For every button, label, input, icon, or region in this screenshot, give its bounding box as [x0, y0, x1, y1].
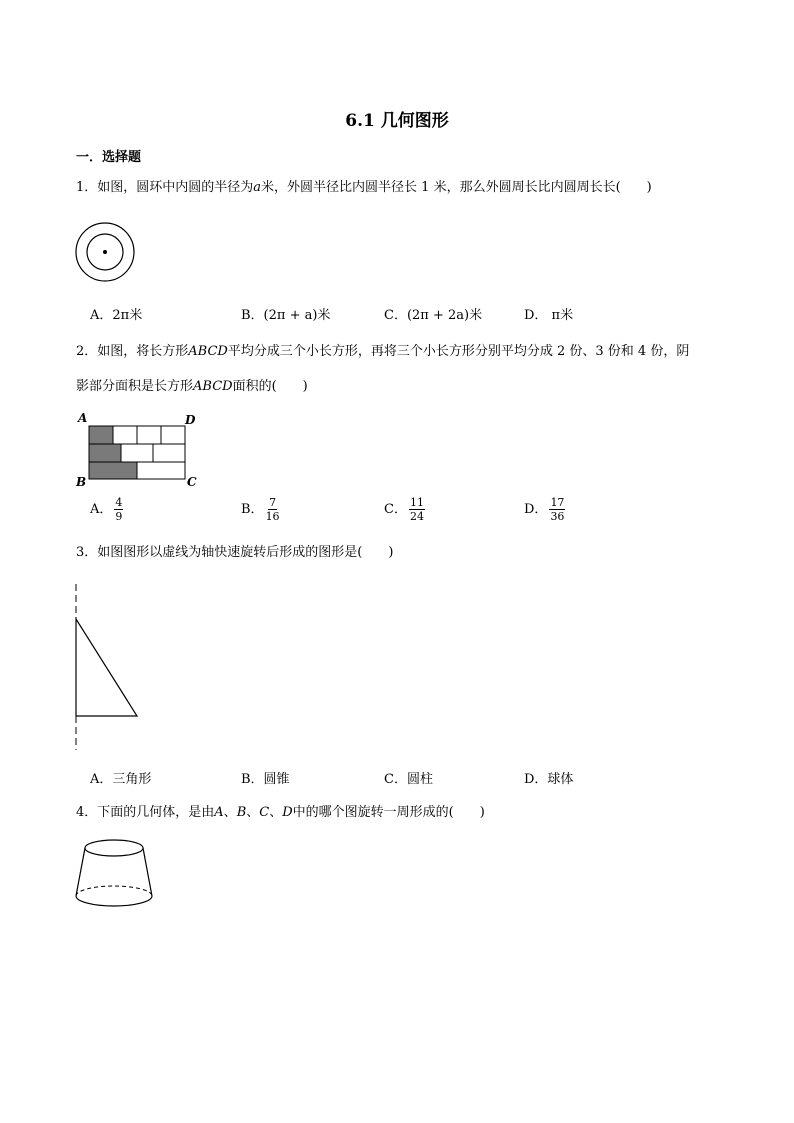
annulus-figure	[72, 219, 142, 289]
frustum-figure	[72, 836, 162, 916]
q2-option-c[interactable]: C． $\frac{11}{24}$	[384, 496, 424, 523]
label-d: D	[185, 413, 196, 427]
question-2-stem-line2: 影部分面积是长方形ABCD面积的( )	[76, 379, 308, 394]
page-title: 6.1 几何图形	[345, 111, 449, 131]
label-a: A	[78, 411, 88, 425]
q2-option-a[interactable]: A． $\frac{4}{9}$	[90, 496, 123, 523]
question-1-stem: 1．如图，圆环中内圆的半径为a米，外圆半径比内圆半径长 1 米，那么外圆周长比内圆周长长( )	[76, 180, 652, 195]
q3-option-a[interactable]: A．三角形	[90, 772, 152, 787]
q1-option-d[interactable]: D． π米	[524, 308, 574, 323]
q2-option-b[interactable]: B． $\frac{7}{16}$	[241, 496, 280, 523]
q1-option-a[interactable]: A．2π米	[90, 308, 143, 323]
q2-option-d[interactable]: D． $\frac{17}{36}$	[524, 496, 565, 523]
label-c: C	[187, 475, 197, 489]
triangle-axis-figure	[70, 584, 150, 754]
q3-option-d[interactable]: D．球体	[524, 772, 574, 787]
question-2-stem-line1: 2．如图，将长方形ABCD平均分成三个小长方形，再将三个小长方形分别平均分成 2 份、3 份和 4 份，阴	[76, 344, 690, 359]
rectangle-figure	[74, 408, 204, 488]
q3-option-c[interactable]: C．圆柱	[384, 772, 433, 787]
q3-option-b[interactable]: B．圆锥	[241, 772, 290, 787]
label-b: B	[76, 475, 87, 489]
q1-option-b[interactable]: B．(2π + a)米	[241, 308, 331, 323]
q1-option-c[interactable]: C．(2π + 2a)米	[384, 308, 483, 323]
section-heading: 一．选择题	[76, 150, 142, 165]
question-3-stem: 3．如图图形以虚线为轴快速旋转后形成的图形是( )	[76, 545, 394, 560]
question-4-stem: 4．下面的几何体，是由A、B、C、D中的哪个图旋转一周形成的( )	[76, 805, 485, 820]
